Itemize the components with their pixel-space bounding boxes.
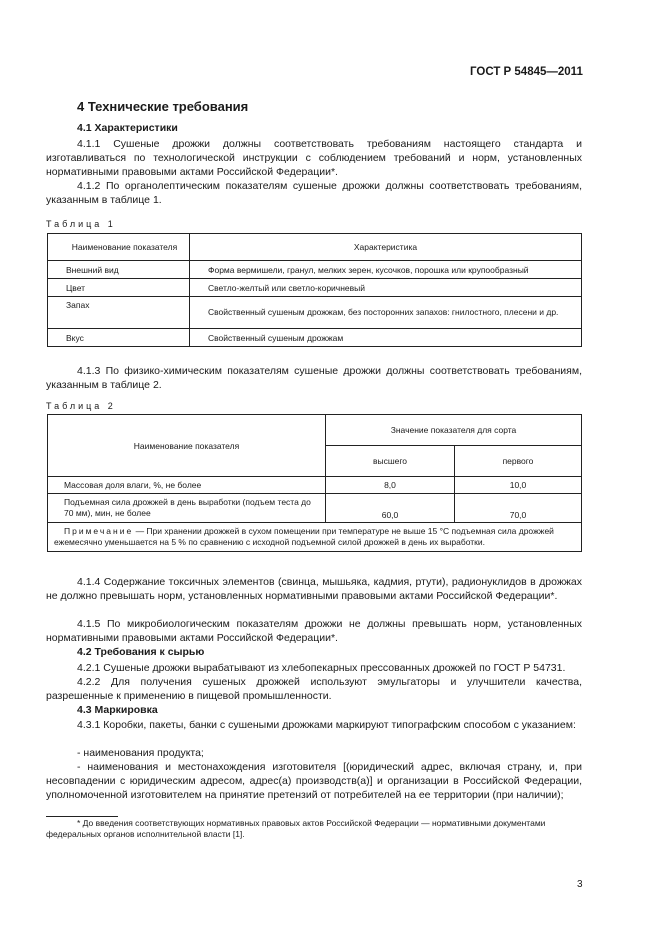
table-2-header-name: Наименование показателя — [48, 415, 326, 477]
table-2-header-group: Значение показателя для сорта — [326, 415, 582, 446]
table-cell: Запах — [48, 297, 190, 329]
page-number: 3 — [577, 879, 583, 890]
table-cell: Форма вермишели, гранул, мелких зерен, кусочков, порошка или крупообразный — [190, 261, 582, 279]
table-cell: Массовая доля влаги, %, не более — [48, 477, 326, 494]
paragraph-4-1-2: 4.1.2 По органолептическим показателям сушеные дрожжи должны соответствовать требованиям, указанным в таблице 1. — [46, 180, 582, 206]
table-2-caption: Таблица 2 — [46, 401, 116, 411]
table-1 — [47, 233, 582, 347]
table-2-note — [48, 523, 582, 552]
table-row — [48, 477, 582, 494]
table-cell: Подъемная сила дрожжей в день выработки (подъем теста до 70 мм), мин, не более — [48, 494, 326, 523]
table-cell: Внешний вид — [48, 261, 190, 279]
table-cell: Свойственный сушеным дрожжам, без посторонних запахов: гнилостного, плесени и др. — [190, 297, 582, 329]
section-4-3-title: 4.3 Маркировка — [77, 704, 158, 716]
section-4-title: 4 Технические требования — [77, 99, 249, 114]
paragraph-4-2-2: 4.2.2 Для получения сушеных дрожжей используют эмульгаторы и улучшители качества, разрешенные к применению в пищевой промышленности. — [46, 676, 582, 702]
paragraph-4-1-5: 4.1.5 По микробиологическим показателям дрожжи не должны превышать норм, установленных нормативными правовыми актами Российской Федерации*. — [46, 618, 582, 644]
table-1-caption: Таблица 1 — [46, 219, 116, 229]
paragraph-4-1-4: 4.1.4 Содержание токсичных элементов (свинца, мышьяка, кадмия, ртути), радионуклидов в дрожжах не должно превышать норм, установленных нормативными правовыми актами Российской Федерации*. — [46, 576, 582, 602]
list-item: - наименования и местонахождения изготовителя [(юридический адрес, включая страну, и, при несовпадении с юридическим адресом, адрес(а) производств(а)] и организации в Российской Федерации, уполномоченной изготовителем на принятие претензий от потребителей на ее территории (при наличии); — [46, 761, 582, 801]
table-cell: 70,0 — [455, 494, 582, 523]
document-code: ГОСТ Р 54845—2011 — [470, 66, 583, 78]
footnote-divider — [46, 816, 118, 817]
list-item: - наименования продукта; — [77, 747, 204, 759]
table-row — [48, 261, 582, 279]
table-row — [48, 329, 582, 347]
table-row — [48, 494, 582, 523]
section-4-1-title: 4.1 Характеристики — [77, 122, 178, 134]
paragraph-4-3-1: 4.3.1 Коробки, пакеты, банки с сушеными дрожжами маркируют типографским способом с указанием: — [77, 719, 576, 731]
marking-list — [46, 746, 582, 802]
table-1-header-characteristic: Характеристика — [190, 234, 582, 261]
paragraph-4-1-3: 4.1.3 По физико-химическим показателям сушеные дрожжи должны соответствовать требованиям, указанным в таблице 2. — [46, 365, 582, 391]
table-2-header-grade-highest: высшего — [326, 446, 455, 477]
note-text: — При хранении дрожжей в сухом помещении при температуре не выше 15 °С подъемная сила дрожжей ежемесячно уменьшается на 5 % по сравнению с исходной подъемной силой дрожжей в день их выработки. — [54, 526, 554, 547]
table-row — [48, 297, 582, 329]
footnote: * До введения соответствующих нормативных правовых актов Российской Федерации — нормативными документами федеральных органов исполнительной власти [1]. — [46, 818, 546, 839]
note-label: Примечание — [64, 526, 134, 536]
table-cell: 10,0 — [455, 477, 582, 494]
table-cell: Цвет — [48, 279, 190, 297]
table-1-header-name: Наименование показателя — [48, 234, 190, 261]
table-2 — [47, 414, 582, 552]
table-cell: 8,0 — [326, 477, 455, 494]
table-cell: Свойственный сушеным дрожжам — [190, 329, 582, 347]
table-cell: Светло-желтый или светло-коричневый — [190, 279, 582, 297]
table-cell: 60,0 — [326, 494, 455, 523]
table-2-header-grade-first: первого — [455, 446, 582, 477]
section-4-2-title: 4.2 Требования к сырью — [77, 646, 205, 658]
paragraph-4-1-1: 4.1.1 Сушеные дрожжи должны соответствовать требованиям настоящего стандарта и изготавливаться по технологической инструкции с соблюдением требований и норм, установленных нормативными правовыми актами Российской Федерации*. — [46, 138, 582, 178]
paragraph-4-2-1: 4.2.1 Сушеные дрожжи вырабатывают из хлебопекарных прессованных дрожжей по ГОСТ Р 54731. — [77, 662, 566, 674]
table-cell: Вкус — [48, 329, 190, 347]
table-row — [48, 279, 582, 297]
